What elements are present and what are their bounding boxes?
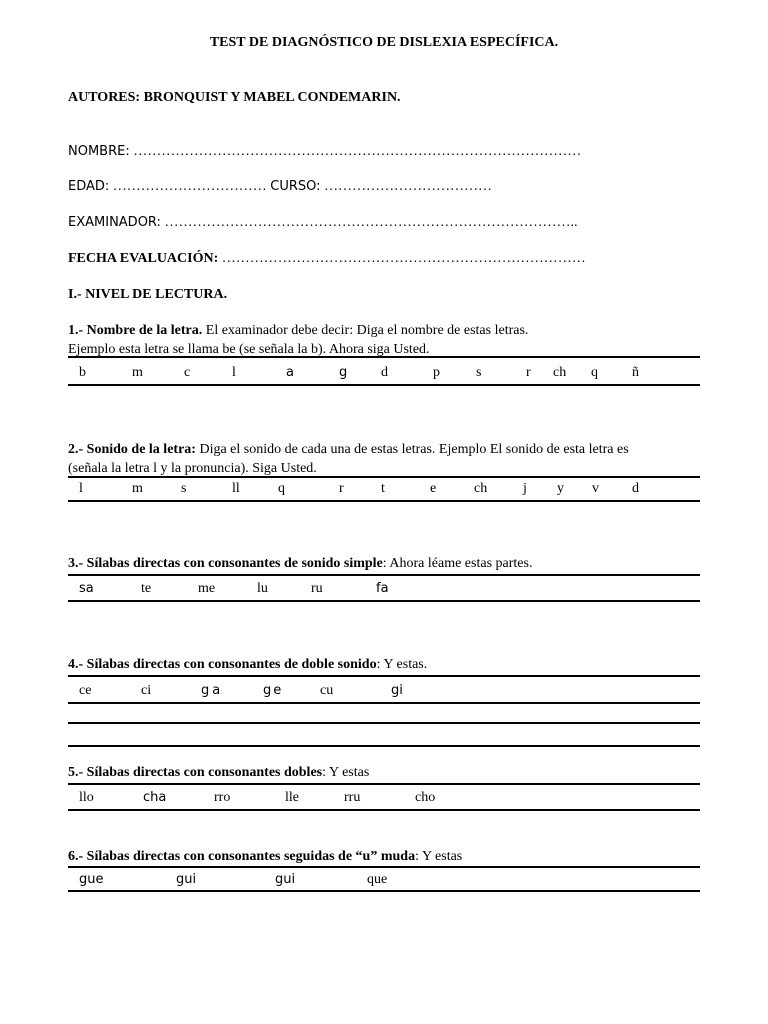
fecha-dots: …………………………………………………………………… bbox=[221, 251, 586, 266]
nombre-dots: …………………………………………………………………………………… bbox=[133, 144, 582, 159]
fecha-label: FECHA EVALUACIÓN: bbox=[68, 251, 219, 266]
item-4-cell: gi bbox=[391, 683, 403, 698]
examinador-field bbox=[68, 215, 577, 231]
item-1-cell: g bbox=[339, 365, 348, 380]
item-2-cell: y bbox=[557, 481, 564, 496]
item-6-bottom-rule bbox=[68, 890, 700, 892]
item-5-text: : Y estas bbox=[322, 765, 370, 780]
item-1-heading: 1.- Nombre de la letra. bbox=[68, 323, 203, 338]
item-5-instruction bbox=[68, 765, 369, 781]
item-1-cell: d bbox=[381, 365, 388, 380]
item-1-cell: q bbox=[591, 365, 598, 380]
item-6-top-rule bbox=[68, 866, 700, 868]
item-4-cell: ge bbox=[263, 683, 284, 698]
item-1-cell: l bbox=[232, 365, 236, 380]
authors-line: AUTORES: BRONQUIST Y MABEL CONDEMARIN. bbox=[68, 90, 401, 105]
item-3-cell: sa bbox=[79, 581, 94, 596]
item-3-top-rule bbox=[68, 574, 700, 576]
item-1-bottom-rule bbox=[68, 384, 700, 386]
item-1-cell: ñ bbox=[632, 365, 639, 380]
item-2-cell: q bbox=[278, 481, 285, 496]
item-2-cell: v bbox=[592, 481, 599, 496]
examinador-label: EXAMINADOR: bbox=[68, 215, 161, 230]
item-6-text: : Y estas bbox=[415, 849, 463, 864]
item-2-cell: t bbox=[381, 481, 385, 496]
item-1-cell: s bbox=[476, 365, 482, 380]
item-1-instruction bbox=[68, 321, 708, 359]
item-4-rule-2 bbox=[68, 702, 700, 704]
item-3-bottom-rule bbox=[68, 600, 700, 602]
item-3-heading: 3.- Sílabas directas con consonantes de sonido simple bbox=[68, 556, 383, 571]
item-1-text2: Ejemplo esta letra se llama be (se señala la b). Ahora siga Usted. bbox=[68, 342, 430, 357]
item-4-cell: ci bbox=[141, 683, 152, 698]
item-6-cell: gui bbox=[176, 872, 197, 887]
item-2-cell: ch bbox=[474, 481, 488, 496]
item-2-text: Diga el sonido de cada una de estas letras. Ejemplo El sonido de esta letra es bbox=[195, 442, 629, 457]
item-4-top-rule bbox=[68, 675, 700, 677]
curso-label: CURSO: bbox=[270, 179, 321, 194]
edad-dots: …………………………… bbox=[112, 179, 267, 194]
item-5-top-rule bbox=[68, 783, 700, 785]
item-2-bottom-rule bbox=[68, 500, 700, 502]
item-5-cell: llo bbox=[79, 790, 94, 805]
document-title: TEST DE DIAGNÓSTICO DE DISLEXIA ESPECÍFICA. bbox=[209, 35, 559, 50]
item-5-cell: lle bbox=[285, 790, 299, 805]
item-2-cell: r bbox=[339, 481, 344, 496]
item-1-cell: m bbox=[132, 365, 143, 380]
section-title: I.- NIVEL DE LECTURA. bbox=[68, 287, 228, 302]
item-1-cell: r bbox=[526, 365, 531, 380]
item-3-instruction bbox=[68, 556, 532, 572]
fecha-field bbox=[68, 251, 586, 267]
item-3-cell: me bbox=[198, 581, 216, 596]
item-6-instruction bbox=[68, 849, 462, 865]
item-1-cell: p bbox=[433, 365, 440, 380]
nombre-label: NOMBRE: bbox=[68, 144, 130, 159]
item-4-cell: cu bbox=[320, 683, 334, 698]
item-1-cell: a bbox=[286, 365, 294, 380]
item-4-text: : Y estas. bbox=[376, 657, 428, 672]
item-3-cell: ru bbox=[311, 581, 323, 596]
item-6-cell: que bbox=[367, 872, 388, 887]
item-5-heading: 5.- Sílabas directas con consonantes dobles bbox=[68, 765, 323, 780]
item-3-text: : Ahora léame estas partes. bbox=[382, 556, 533, 571]
item-2-cell: m bbox=[132, 481, 143, 496]
item-4-cell: ga bbox=[201, 683, 224, 698]
item-2-cell: j bbox=[523, 481, 527, 496]
item-6-cell: gui bbox=[275, 872, 296, 887]
curso-dots: ……………………………… bbox=[324, 179, 493, 194]
item-1-top-rule bbox=[68, 356, 700, 358]
item-2-cell: d bbox=[632, 481, 639, 496]
item-5-cell: rro bbox=[214, 790, 231, 805]
item-2-cell: ll bbox=[232, 481, 240, 496]
item-1-cell: b bbox=[79, 365, 86, 380]
item-2-cell: l bbox=[79, 481, 83, 496]
item-5-bottom-rule bbox=[68, 809, 700, 811]
item-2-heading: 2.- Sonido de la letra: bbox=[68, 442, 196, 457]
item-5-cell: rru bbox=[344, 790, 361, 805]
item-4-instruction bbox=[68, 657, 427, 673]
item-4-heading: 4.- Sílabas directas con consonantes de doble sonido bbox=[68, 657, 377, 672]
item-2-instruction bbox=[68, 440, 708, 478]
edad-label: EDAD: bbox=[68, 179, 110, 194]
nombre-field bbox=[68, 144, 581, 160]
item-6-heading: 6.- Sílabas directas con consonantes seguidas de “u” muda bbox=[68, 849, 416, 864]
item-6-cell: gue bbox=[79, 872, 104, 887]
item-5-cell: cho bbox=[415, 790, 436, 805]
examinador-dots: …………………………………………………………………………….. bbox=[164, 215, 578, 230]
item-3-cell: fa bbox=[376, 581, 389, 596]
item-4-bottom-rule bbox=[68, 745, 700, 747]
item-4-cell: ce bbox=[79, 683, 92, 698]
item-3-cell: lu bbox=[257, 581, 268, 596]
item-2-cell: e bbox=[430, 481, 437, 496]
item-2-text2: (señala la letra l y la pronuncia). Siga Usted. bbox=[68, 461, 317, 476]
item-3-cell: te bbox=[141, 581, 152, 596]
item-2-top-rule bbox=[68, 476, 700, 478]
item-1-cell: c bbox=[184, 365, 191, 380]
item-4-rule-3 bbox=[68, 722, 700, 724]
item-2-cell: s bbox=[181, 481, 187, 496]
item-5-cell: cha bbox=[143, 790, 167, 805]
item-1-text: El examinador debe decir: Diga el nombre de estas letras. bbox=[202, 323, 529, 338]
item-1-cell: ch bbox=[553, 365, 567, 380]
edad-curso-field bbox=[68, 179, 492, 195]
